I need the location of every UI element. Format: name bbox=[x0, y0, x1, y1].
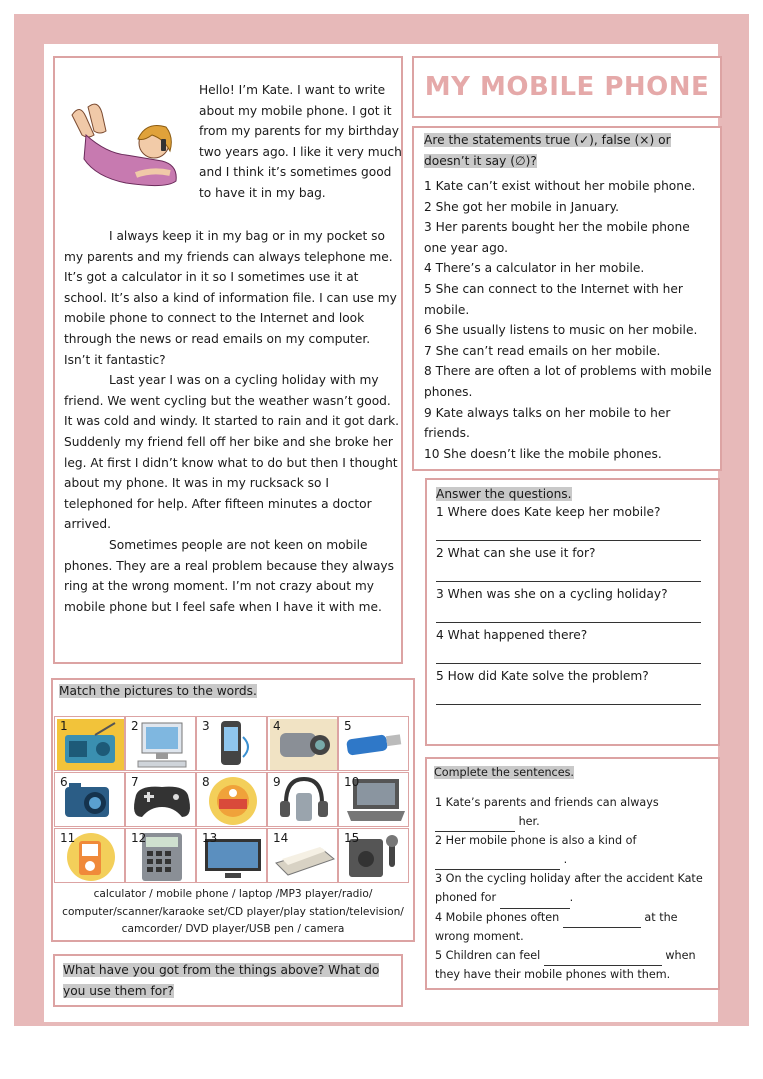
statement: 5 She can connect to the Internet with her mobile. bbox=[424, 281, 683, 317]
statement: 6 She usually listens to music on her mobile. bbox=[424, 323, 698, 338]
picture-ipod[interactable]: 11 bbox=[54, 828, 125, 883]
picture-laptop[interactable]: 10 bbox=[338, 772, 409, 827]
word-list-line: calculator / mobile phone / laptop /MP3 player/radio/ bbox=[93, 888, 373, 900]
statement: 10 She doesn’t like the mobile phones. bbox=[424, 446, 662, 461]
statement: 4 There’s a calculator in her mobile. bbox=[424, 261, 645, 276]
answer-line[interactable] bbox=[436, 663, 701, 664]
true-false-heading: Are the statements true (✓), false (×) or doesn’t it say (∅)? bbox=[424, 133, 671, 168]
word-list-line: camcorder/ DVD player/USB pen / camera bbox=[121, 923, 345, 935]
picture-scanner[interactable]: 14 bbox=[267, 828, 338, 883]
blank-field[interactable] bbox=[500, 889, 570, 909]
story-paragraph: I always keep it in my bag or in my pocket so my parents and my friends can always telephone me. It’s got a calculator in it so I sometimes use it at school. It’s also a kind of information file. I can use my mobile phone to connect to the Internet and look through the news or read emails on my computer. Isn’t it fantastic? bbox=[64, 229, 397, 367]
watermark: iSLCollective.com bbox=[588, 1026, 723, 1041]
statement: 8 There are often a lot of problems with mobile phones. bbox=[424, 364, 712, 399]
sentence-2-blank: . bbox=[435, 851, 715, 871]
answer-questions-heading: Answer the questions. bbox=[436, 487, 572, 501]
sentence-5c: they have their mobile phones with them. bbox=[435, 968, 671, 982]
picture-usb-pen[interactable]: 5 bbox=[338, 716, 409, 771]
picture-play-station[interactable]: 7 bbox=[125, 772, 196, 827]
title-box bbox=[412, 56, 722, 118]
picture-calculator[interactable]: 12 bbox=[125, 828, 196, 883]
blank-field[interactable] bbox=[435, 851, 560, 871]
blank-field[interactable] bbox=[563, 909, 641, 929]
blank-field[interactable] bbox=[544, 947, 662, 967]
statement: 1 Kate can’t exist without her mobile phone. bbox=[424, 179, 696, 193]
story-paragraph: Last year I was on a cycling holiday with my friend. We went cycling but the weather wasn’t good. It was cold and windy. It started to rain and it got dark. Suddenly my friend fell off her bike and she broke her leg. At first I didn’t know what to do but then I thought about my phone. It was in my rucksack so I telephoned for help. After fifteen minutes a doctor arrived. bbox=[64, 373, 400, 532]
match-heading: Match the pictures to the words. bbox=[59, 684, 257, 698]
girl-on-phone-illustration bbox=[66, 95, 184, 195]
picture-camcorder[interactable]: 4 bbox=[267, 716, 338, 771]
answer-line[interactable] bbox=[436, 540, 701, 541]
picture-computer[interactable]: 2 bbox=[125, 716, 196, 771]
word-list-line: computer/scanner/karaoke set/CD player/play station/television/ bbox=[62, 905, 404, 918]
statement: 2 She got her mobile in January. bbox=[424, 199, 619, 214]
story-intro: Hello! I’m Kate. I want to write about my mobile phone. I got it from my parents for my birthday two years ago. I like it very much and I think it’s sometimes good to have it in my bag. bbox=[199, 83, 402, 200]
word-list bbox=[55, 886, 411, 939]
picture-grid bbox=[51, 716, 415, 884]
picture-mobile-phone[interactable]: 3 bbox=[196, 716, 267, 771]
sentence-1b: her. bbox=[435, 813, 715, 833]
story-paragraph: Sometimes people are not keen on mobile phones. They are a real problem because they always ring at the wrong moment. I’m not crazy about my mobile phone but I feel safe when I have it with me. bbox=[64, 537, 394, 614]
answer-line[interactable] bbox=[436, 581, 701, 582]
picture-mp3-player[interactable]: 9 bbox=[267, 772, 338, 827]
true-false-list bbox=[424, 176, 716, 464]
page-title: MY MOBILE PHONE bbox=[424, 72, 710, 102]
statement: 9 Kate always talks on her mobile to her friends. bbox=[424, 405, 671, 441]
sentence-1a: 1 Kate’s parents and friends can always bbox=[435, 796, 659, 809]
complete-sentences bbox=[435, 794, 715, 985]
sentence-5: 5 Children can feel when bbox=[435, 947, 715, 967]
statement: 7 She can’t read emails on her mobile. bbox=[424, 343, 661, 358]
blank-field[interactable] bbox=[435, 813, 515, 833]
sentence-4: 4 Mobile phones often at the bbox=[435, 909, 715, 929]
question: 5 How did Kate solve the problem? bbox=[436, 669, 649, 683]
sentence-3b: phoned for . bbox=[435, 889, 715, 909]
question: 3 When was she on a cycling holiday? bbox=[436, 587, 668, 601]
answer-line[interactable] bbox=[436, 622, 701, 623]
picture-television[interactable]: 13 bbox=[196, 828, 267, 883]
answer-line[interactable] bbox=[436, 704, 701, 705]
sentence-2: 2 Her mobile phone is also a kind of bbox=[435, 834, 637, 848]
complete-heading: Complete the sentences. bbox=[434, 766, 574, 779]
statement: 3 Her parents bought her the mobile phone one year ago. bbox=[424, 220, 690, 255]
picture-radio[interactable]: 1 bbox=[54, 716, 125, 771]
question: 4 What happened there? bbox=[436, 628, 588, 642]
story-body bbox=[64, 226, 400, 617]
picture-camera[interactable]: 6 bbox=[54, 772, 125, 827]
question: 1 Where does Kate keep her mobile? bbox=[436, 505, 661, 519]
question: 2 What can she use it for? bbox=[436, 546, 596, 560]
what-question: What have you got from the things above? What do you use them for? bbox=[63, 963, 380, 998]
picture-karaoke-set[interactable]: 15 bbox=[338, 828, 409, 883]
sentence-4c: wrong moment. bbox=[435, 930, 524, 944]
picture-cd-player[interactable]: 8 bbox=[196, 772, 267, 827]
sentence-3a: 3 On the cycling holiday after the accident Kate bbox=[435, 872, 703, 886]
